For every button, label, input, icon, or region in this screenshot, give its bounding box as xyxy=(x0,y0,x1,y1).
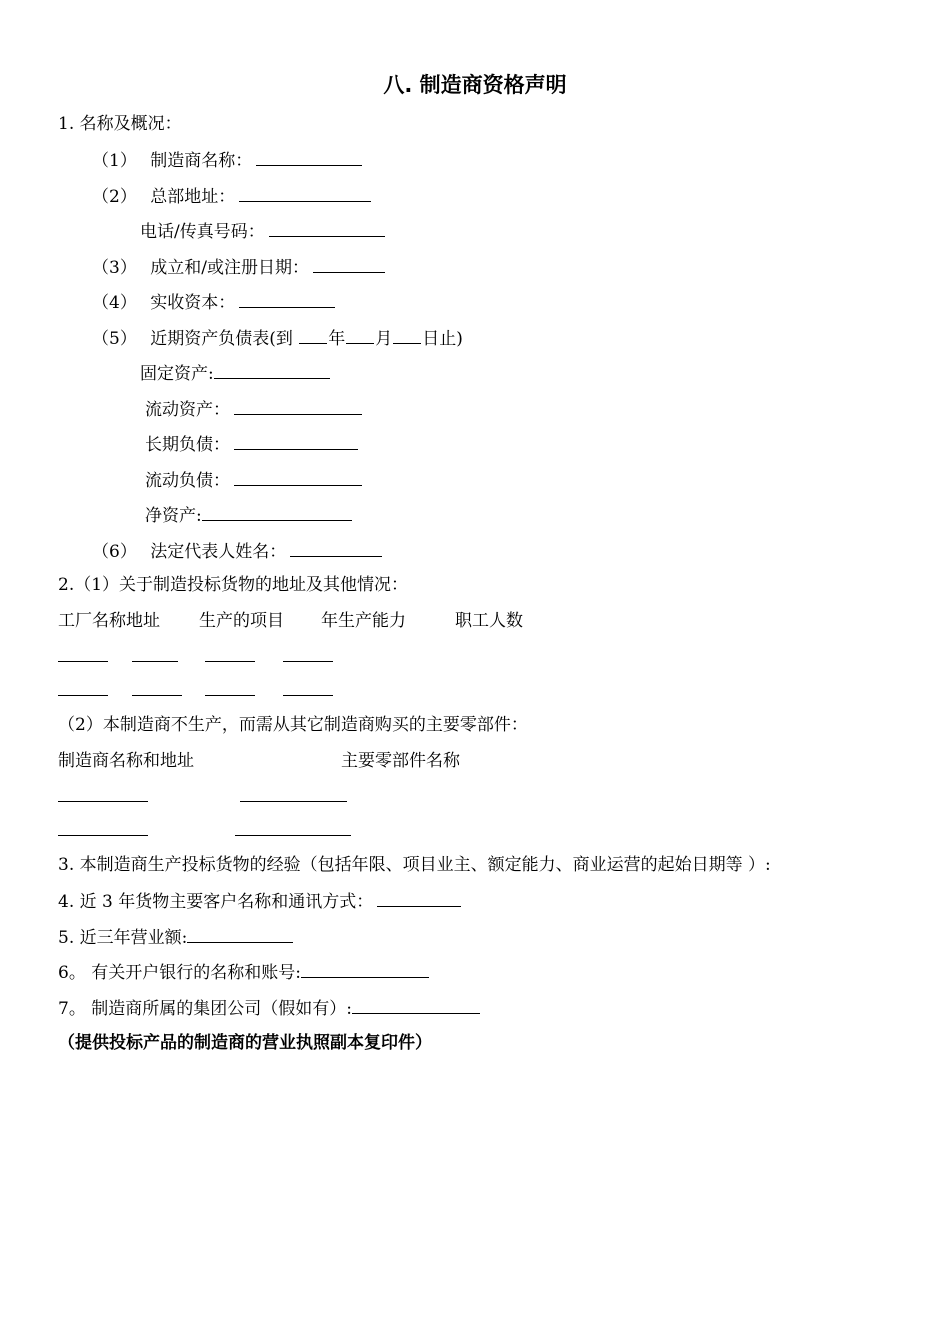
fixed-assets-row xyxy=(140,360,330,386)
column-employee-count: 职工人数 xyxy=(455,611,523,631)
parent-group-field[interactable] xyxy=(352,995,480,1014)
bank-account-row xyxy=(58,959,429,985)
major-clients-row xyxy=(58,888,461,914)
hq-address-field[interactable] xyxy=(239,183,371,202)
employee-count-field-1[interactable] xyxy=(283,661,333,662)
item-number: （5） xyxy=(92,329,137,349)
item-number: （4） xyxy=(92,293,137,313)
turnover-row xyxy=(58,924,293,950)
production-items-field-2[interactable] xyxy=(132,695,182,696)
paid-in-capital-row xyxy=(92,289,335,315)
turnover-field[interactable] xyxy=(187,924,293,943)
current-liabilities-label: 流动负债： xyxy=(145,471,230,491)
registration-date-row xyxy=(92,254,385,280)
factory-name-field-1[interactable] xyxy=(58,661,108,662)
production-items-field-1[interactable] xyxy=(132,661,178,662)
parent-group-label: 7。 制造商所属的集团公司（假如有）: xyxy=(58,999,352,1019)
net-assets-label: 净资产: xyxy=(145,506,202,526)
manufacturer-name-field[interactable] xyxy=(256,147,362,166)
balance-year-field[interactable] xyxy=(299,325,327,344)
year-label: 年 xyxy=(328,329,346,349)
column-factory-name-address: 工厂名称地址 xyxy=(58,611,160,631)
hq-address-row xyxy=(92,183,371,209)
purchased-parts-heading: （2）本制造商不生产，而需从其它制造商购买的主要零部件： xyxy=(58,715,528,735)
balance-month-field[interactable] xyxy=(346,325,374,344)
page-title: 八. 制造商资格声明 xyxy=(383,73,567,97)
month-label: 月 xyxy=(375,329,393,349)
long-term-liabilities-field[interactable] xyxy=(234,431,358,450)
item-number: （6） xyxy=(92,542,137,562)
net-assets-field[interactable] xyxy=(202,502,352,521)
paid-in-capital-field[interactable] xyxy=(239,289,335,308)
registration-date-field[interactable] xyxy=(313,254,385,273)
current-assets-field[interactable] xyxy=(234,396,362,415)
bank-account-label: 6。 有关开户银行的名称和账号: xyxy=(58,963,301,983)
net-assets-row xyxy=(145,502,352,528)
long-term-liabilities-label: 长期负债： xyxy=(145,435,230,455)
item-number: （2） xyxy=(92,187,137,207)
item-number: （3） xyxy=(92,258,137,278)
employee-count-field-2[interactable] xyxy=(283,695,333,696)
balance-sheet-row xyxy=(92,325,463,351)
turnover-label: 5. 近三年营业额: xyxy=(58,928,188,948)
annual-capacity-field-2[interactable] xyxy=(205,695,255,696)
major-clients-field[interactable] xyxy=(377,888,461,907)
supplier-name-field-1[interactable] xyxy=(58,801,148,802)
phone-fax-field[interactable] xyxy=(269,218,385,237)
column-production-items: 生产的项目 xyxy=(199,611,284,631)
paid-in-capital-label: 实收资本： xyxy=(150,293,236,313)
legal-representative-row xyxy=(92,538,382,564)
column-main-parts-name: 主要零部件名称 xyxy=(341,751,460,771)
legal-representative-label: 法定代表人姓名： xyxy=(150,542,287,562)
business-license-note: （提供投标产品的制造商的营业执照副本复印件） xyxy=(58,1033,432,1053)
legal-representative-field[interactable] xyxy=(290,538,382,557)
manufacturer-name-label: 制造商名称： xyxy=(150,151,253,171)
current-assets-label: 流动资产： xyxy=(145,400,230,420)
section2-heading: 2.（1）关于制造投标货物的地址及其他情况： xyxy=(58,575,409,595)
balance-sheet-label: 近期资产负债表(到 xyxy=(150,329,299,349)
main-parts-field-1[interactable] xyxy=(240,801,347,802)
current-assets-row xyxy=(145,396,362,422)
section1-heading: 1. 名称及概况： xyxy=(58,114,182,134)
column-annual-capacity: 年生产能力 xyxy=(321,611,406,631)
long-term-liabilities-row xyxy=(145,431,358,457)
hq-address-label: 总部地址： xyxy=(150,187,236,207)
current-liabilities-field[interactable] xyxy=(234,467,362,486)
fixed-assets-field[interactable] xyxy=(214,360,330,379)
annual-capacity-field-1[interactable] xyxy=(205,661,255,662)
phone-fax-label: 电话/传真号码： xyxy=(140,222,265,242)
supplier-name-field-2[interactable] xyxy=(58,835,148,836)
manufacturer-name-row xyxy=(92,147,362,173)
phone-fax-row xyxy=(140,218,385,244)
experience-row: 3. 本制造商生产投标货物的经验（包括年限、项目业主、额定能力、商业运营的起始日期等 ）: xyxy=(58,855,771,875)
main-parts-field-2[interactable] xyxy=(235,835,351,836)
current-liabilities-row xyxy=(145,467,362,493)
item-number: （1） xyxy=(92,151,137,171)
parent-group-row xyxy=(58,995,480,1021)
day-label: 日止) xyxy=(422,329,463,349)
factory-name-field-2[interactable] xyxy=(58,695,108,696)
fixed-assets-label: 固定资产: xyxy=(140,364,214,384)
column-supplier-name-address: 制造商名称和地址 xyxy=(58,751,194,771)
registration-date-label: 成立和/或注册日期： xyxy=(150,258,309,278)
bank-account-field[interactable] xyxy=(301,959,429,978)
major-clients-label: 4. 近 3 年货物主要客户名称和通讯方式： xyxy=(58,892,374,912)
balance-day-field[interactable] xyxy=(393,325,421,344)
